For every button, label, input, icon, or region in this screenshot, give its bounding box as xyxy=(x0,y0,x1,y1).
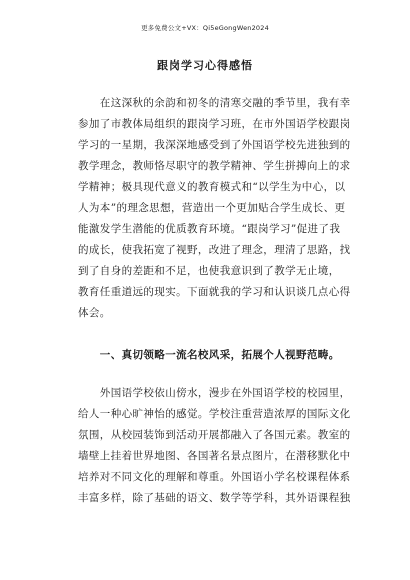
paragraph-line: 在这深秋的余韵和初冬的清寒交融的季节里，我有幸 xyxy=(78,97,351,109)
paragraph-line: 体会。 xyxy=(78,307,111,319)
paragraph-line: 参加了市教体局组织的跟岗学习班，在市外国语学校跟岗 xyxy=(78,118,351,130)
paragraph-line: 学习的一星期，我深深地感受到了外国语学校先进独到的 xyxy=(78,139,351,151)
paragraph-1 xyxy=(78,93,351,324)
paragraph-line: 墙壁上挂着世界地图、各国著名景点图片，在潜移默化中 xyxy=(78,450,351,462)
paragraph-line: 到了自身的差距和不足，也使我意识到了教学无止境， xyxy=(78,265,340,277)
paragraph-line: 外国语学校依山傍水，漫步在外国语学校的校园里， xyxy=(78,387,351,399)
paragraph-line: 人为本”的理念思想，营造出一个更加贴合学生成长、更 xyxy=(78,202,346,214)
paragraph-line: 培养对不同文化的理解和尊重。外国语小学名校课程体系 xyxy=(78,471,351,483)
paragraph-line: 氛围，从校园装饰到活动开展都融入了各国元素。教室的 xyxy=(78,429,351,441)
paragraph-line: 学精神；极具现代意义的教育模式和“以学生为中心，以 xyxy=(78,181,346,193)
header-note: 更多免费公文+VX：Qi5eGongWen2024 xyxy=(141,24,269,32)
paragraph-line: 给人一种心旷神怡的感觉。学校注重营造浓厚的国际文化 xyxy=(78,408,351,420)
document-title: 跟岗学习心得感悟 xyxy=(157,59,253,72)
paragraph-line: 丰富多样，除了基础的语文、数学等学科，其外语课程独 xyxy=(78,492,351,504)
paragraph-line: 教育任重道远的现实。下面就我的学习和认识谈几点心得 xyxy=(78,286,351,298)
paragraph-2 xyxy=(78,383,351,509)
section-heading-1: 一、真切领略一流名校风采，拓展个人视野范畴。 xyxy=(78,349,340,361)
paragraph-line: 能激发学生潜能的优质教育环境。“跟岗学习”促进了我 xyxy=(78,223,341,235)
paragraph-line: 教学理念，教师恪尽职守的教学精神、学生拼搏向上的求 xyxy=(78,160,351,172)
paragraph-line: 的成长，使我拓宽了视野，改进了理念，理清了思路，找 xyxy=(78,244,351,256)
